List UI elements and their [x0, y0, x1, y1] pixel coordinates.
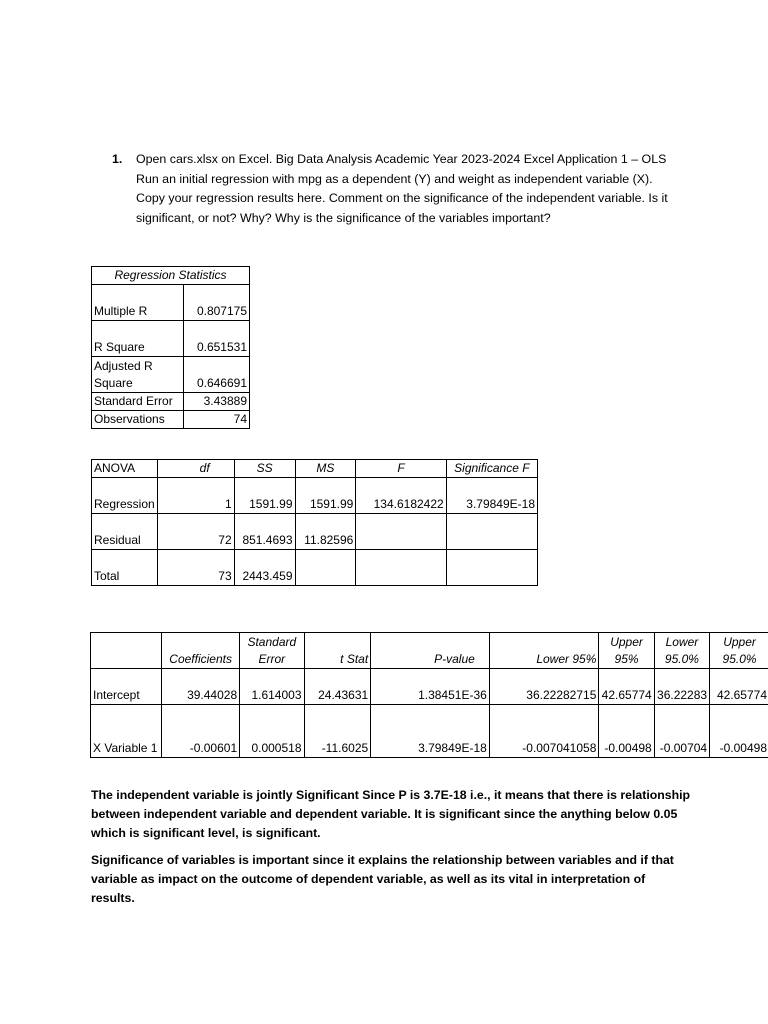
anova-col-header: df: [158, 460, 234, 478]
coef-cell: -11.6025: [304, 705, 371, 758]
coef-cell: -0.00601: [162, 705, 240, 758]
anova-cell: 11.82596: [295, 514, 356, 550]
coef-col-header: t Stat: [304, 633, 371, 669]
anova-cell: 851.4693: [234, 514, 295, 550]
stat-label: Observations: [92, 411, 184, 429]
anova-cell: [356, 550, 446, 586]
question-block: [112, 150, 682, 228]
anova-cell: [295, 550, 356, 586]
anova-row-label: Residual: [92, 514, 158, 550]
anova-table: [91, 459, 538, 586]
stat-value: 74: [183, 411, 249, 429]
coef-cell: -0.007041058: [489, 705, 599, 758]
coef-row-label: X Variable 1: [91, 705, 162, 758]
significance-paragraph: The independent variable is jointly Significant Since P is 3.7E-18 i.e., it means that there is relationship between independent variable and dependent variable. It is significant since the anything below 0.05 which is significant level, is significant.: [91, 788, 691, 840]
anova-cell: [356, 514, 446, 550]
coef-cell: 1.38451E-36: [371, 669, 490, 705]
coef-cell: 36.22282715: [489, 669, 599, 705]
stat-label: Adjusted R Square: [92, 357, 184, 393]
coef-cell: 39.44028: [162, 669, 240, 705]
coef-cell: 42.65774: [599, 669, 654, 705]
coef-header-blank: [91, 633, 162, 669]
anova-header-label: ANOVA: [92, 460, 158, 478]
coef-col-header: P-value: [371, 633, 490, 669]
anova-cell: 1: [158, 478, 234, 514]
stat-value: 0.807175: [183, 285, 249, 321]
regression-statistics-table: [91, 266, 250, 429]
anova-cell: 1591.99: [234, 478, 295, 514]
stat-label: Multiple R: [92, 285, 184, 321]
coef-cell: 42.65774: [710, 669, 768, 705]
coef-cell: -0.00498: [710, 705, 768, 758]
stat-value: 3.43889: [183, 393, 249, 411]
anova-row-label: Regression: [92, 478, 158, 514]
coef-col-header: Lower 95%: [489, 633, 599, 669]
anova-cell: 73: [158, 550, 234, 586]
anova-col-header: Significance F: [446, 460, 537, 478]
coef-cell: 0.000518: [240, 705, 304, 758]
regression-statistics-header: Regression Statistics: [92, 267, 250, 285]
anova-cell: [446, 514, 537, 550]
importance-paragraph: Significance of variables is important since it explains the relationship between variables and if that variable as impact on the outcome of dependent variable, as well as its vital in interpretation of results.: [91, 853, 674, 905]
stat-label: R Square: [92, 321, 184, 357]
coef-cell: 1.614003: [240, 669, 304, 705]
anova-cell: 3.79849E-18: [446, 478, 537, 514]
anova-col-header: MS: [295, 460, 356, 478]
coef-cell: 3.79849E-18: [371, 705, 490, 758]
question-number: 1.: [112, 152, 123, 166]
coefficients-table: [90, 632, 768, 758]
anova-cell: [446, 550, 537, 586]
anova-col-header: SS: [234, 460, 295, 478]
anova-cell: 1591.99: [295, 478, 356, 514]
coef-col-header: Standard Error: [240, 633, 304, 669]
anova-row-label: Total: [92, 550, 158, 586]
anova-cell: 2443.459: [234, 550, 295, 586]
coef-cell: -0.00704: [654, 705, 709, 758]
coef-col-header: Lower 95.0%: [654, 633, 709, 669]
coef-cell: 36.22283: [654, 669, 709, 705]
coef-col-header: Upper 95.0%: [710, 633, 768, 669]
coef-col-header: Upper 95%: [599, 633, 654, 669]
stat-value: 0.646691: [183, 357, 249, 393]
coef-col-header: Coefficients: [162, 633, 240, 669]
question-text: Open cars.xlsx on Excel. Big Data Analysis Academic Year 2023-2024 Excel Application 1 – OLS Run an initial regression with mpg as a dependent (Y) and weight as independent variable (X). Copy your regression results here. Comment on the significance of the independent variable. Is it significant, or not? Why? Why is the significance of the variables important?: [136, 152, 668, 225]
stat-value: 0.651531: [183, 321, 249, 357]
coef-cell: 24.43631: [304, 669, 371, 705]
anova-col-header: F: [356, 460, 446, 478]
anova-cell: 72: [158, 514, 234, 550]
stat-label: Standard Error: [92, 393, 184, 411]
anova-cell: 134.6182422: [356, 478, 446, 514]
coef-row-label: Intercept: [91, 669, 162, 705]
coef-cell: -0.00498: [599, 705, 654, 758]
